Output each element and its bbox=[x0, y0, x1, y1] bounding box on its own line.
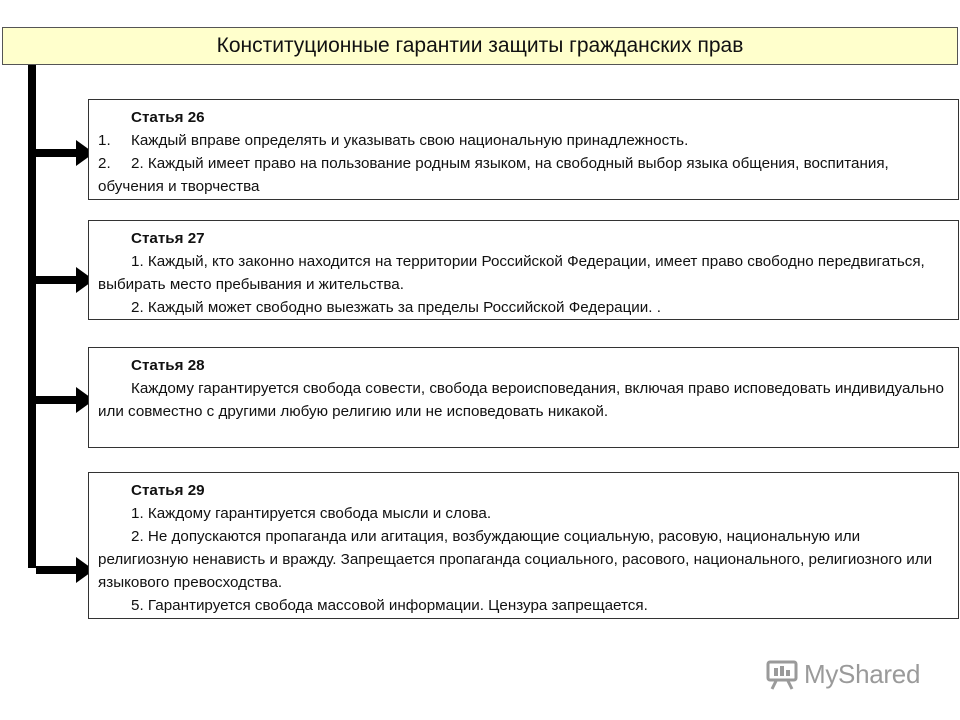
article-paragraph: 2. Каждый может свободно выезжать за пределы Российской Федерации. . bbox=[131, 299, 661, 316]
watermark bbox=[766, 657, 920, 691]
article-paragraph: 2. Не допускаются пропаганда или агитация, возбуждающие социальную, расовую, национальную или религиозную ненависть и вражду. Запрещается пропаганда социального, расового, национального, религиозного или языкового превосходства. bbox=[98, 528, 933, 591]
watermark-text: MyShared bbox=[804, 658, 921, 689]
arrow-to-article-29 bbox=[36, 557, 94, 583]
article-item: 2. 2. Каждый имеет право на пользование родным языком, на свободный выбор языка общения, воспитания, обучения и творчества bbox=[98, 155, 889, 195]
diagram-title-text: Конституционные гарантии защиты гражданских прав bbox=[216, 34, 744, 57]
article-heading: Статья 29 bbox=[131, 482, 205, 499]
arrow-to-article-27 bbox=[36, 267, 94, 293]
article-paragraph: 1. Каждому гарантируется свобода мысли и слова. bbox=[131, 505, 492, 522]
article-29-box bbox=[88, 472, 959, 619]
arrow-to-article-26 bbox=[36, 140, 94, 166]
presentation-board-icon bbox=[766, 658, 798, 690]
article-paragraph: 1. Каждый, кто законно находится на территории Российской Федерации, имеет право свободно передвигаться, выбирать место пребывания и жительства. bbox=[98, 253, 925, 293]
connector-spine bbox=[28, 65, 36, 568]
diagram-title bbox=[2, 27, 958, 65]
article-paragraph: Каждому гарантируется свобода совести, свобода вероисповедания, включая право исповедовать индивидуально или совместно с другими любую религию или не исповедовать никакой. bbox=[98, 380, 945, 420]
article-26-box bbox=[88, 99, 959, 200]
article-heading: Статья 28 bbox=[131, 357, 205, 374]
arrow-to-article-28 bbox=[36, 387, 94, 413]
article-27-box bbox=[88, 220, 959, 320]
article-28-box bbox=[88, 347, 959, 448]
article-heading: Статья 27 bbox=[131, 230, 205, 247]
article-heading: Статья 26 bbox=[131, 109, 205, 126]
article-paragraph: 5. Гарантируется свобода массовой информации. Цензура запрещается. bbox=[131, 597, 648, 614]
article-item: 1. Каждый вправе определять и указывать свою национальную принадлежность. bbox=[98, 132, 689, 149]
